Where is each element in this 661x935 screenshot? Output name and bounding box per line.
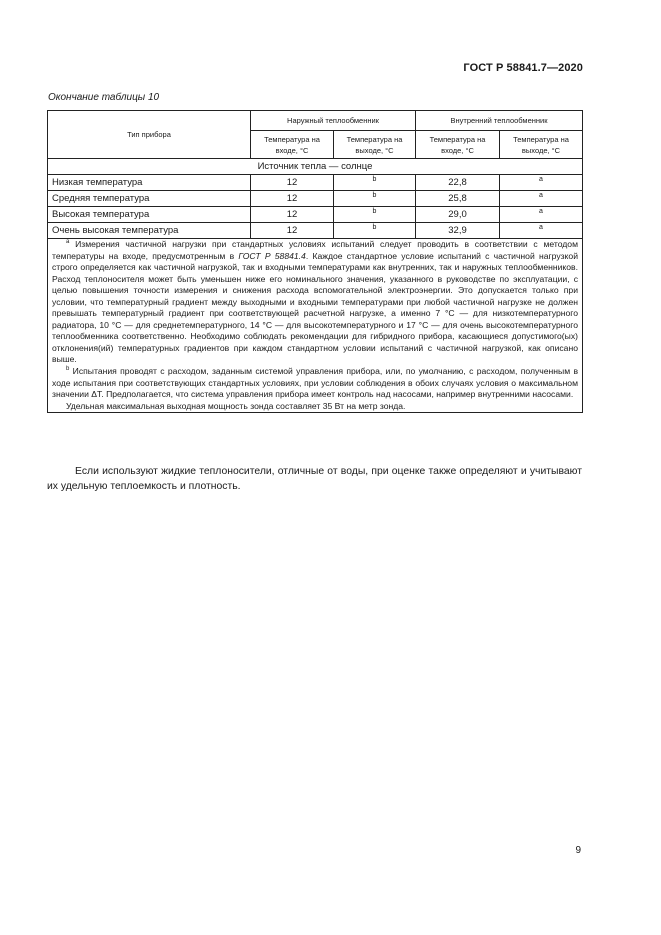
note-b-text: Испытания проводят с расходом, заданным системой управления прибора, или, по умолчанию, с расходом, полученным в ходе испытания при соответствующих стандартных условиях, при условии соблюдения в обоих случаях условия о максимальном значении ΔT. Предполагается, что система управления прибора имеет контроль над насосами, например внутренними насосами. (52, 366, 579, 400)
cell-outer-out (334, 175, 416, 191)
note-a-text-1: Измерения частичной нагрузки при стандартных условиях испытаний следует проводить в соответствии с методом температуры на входе, предусмотренным в (52, 239, 578, 261)
table-row (48, 191, 583, 207)
cell-inner-out (500, 191, 583, 207)
header-inner-exchanger: Внутренний теплообменник (416, 111, 583, 131)
body-paragraph: Если используют жидкие теплоносители, отличные от воды, при оценке также определяют и учитывают их удельную теплоемкость и плотность. (47, 466, 582, 492)
cell-outer-in: 12 (251, 191, 334, 207)
table-row (48, 223, 583, 239)
footnote-mark: b (372, 175, 377, 183)
footnote-mark: b (372, 191, 377, 199)
note-a-reference: ГОСТ Р 58841.4 (238, 250, 306, 261)
footnote-mark: a (539, 207, 543, 215)
footnote-mark: a (539, 191, 543, 199)
page-number: 9 (575, 845, 581, 856)
table-notes-row (48, 239, 583, 413)
cell-outer-out (334, 191, 416, 207)
header-device-type: Тип прибора (48, 111, 251, 159)
cell-outer-in: 12 (251, 223, 334, 239)
cell-inner-in: 25,8 (416, 191, 500, 207)
cell-type: Низкая температура (48, 175, 251, 191)
note-b-mark: b (66, 366, 70, 373)
header-inner-outlet: Температура на выходе, °С (500, 131, 583, 159)
section-title: Источник тепла — солнце (48, 159, 583, 175)
cell-inner-in: 22,8 (416, 175, 500, 191)
cell-inner-in: 29,0 (416, 207, 500, 223)
table-caption: Окончание таблицы 10 (48, 92, 160, 103)
note-b (52, 366, 578, 401)
data-table (47, 110, 583, 413)
note-a-mark: a (66, 239, 70, 246)
header-outer-outlet: Температура на выходе, °С (334, 131, 416, 159)
table-row (48, 207, 583, 223)
cell-inner-out (500, 223, 583, 239)
cell-type: Высокая температура (48, 207, 251, 223)
footnote-mark: b (372, 207, 377, 215)
header-outer-inlet: Температура на входе, °С (251, 131, 334, 159)
note-a-text-2: . Каждое стандартное условие испытаний с частичной нагрузкой строго определяется как частичной нагрузкой, так и входными температурами как внутренних, так и наружных теплообменников. Расход теплоносителя может быть уменьшен ниже его номинального значения, указанного в руководстве по эксплуатации, с целью повышения точности измерения и снижения расхода вспомогательной электроэнергии. Это допускается только при условии, что температурный градиент между выходными и входными температурами при любой частичной нагрузке не должен превышать температурный градиент при соответствующей расчетной нагрузке, а именно 7 °С — для низкотемпературного радиатора, 10 °С — для среднетемпературного, 14 °С — для высокотемпературного и 17 °С — для очень высокотемпературного теплообменника соответственно. Необходимо соблюдать рекомендации для гибридного прибора, касающиеся допустимого(ых) отклонения(ий) температурных градиентов при каждом стандартном условии испытаний с частичной нагрузкой, как описано выше. (52, 250, 578, 365)
cell-outer-out (334, 223, 416, 239)
cell-inner-out (500, 207, 583, 223)
footnote-mark: b (372, 223, 377, 231)
note-c (52, 401, 578, 413)
cell-type: Средняя температура (48, 191, 251, 207)
cell-outer-in: 12 (251, 175, 334, 191)
cell-type: Очень высокая температура (48, 223, 251, 239)
header-outer-exchanger: Наружный теплообменник (251, 111, 416, 131)
header-inner-inlet: Температура на входе, °С (416, 131, 500, 159)
cell-outer-out (334, 207, 416, 223)
cell-inner-in: 32,9 (416, 223, 500, 239)
table-row (48, 175, 583, 191)
note-a (52, 239, 578, 366)
cell-inner-out (500, 175, 583, 191)
note-c-text: Удельная максимальная выходная мощность зонда составляет 35 Вт на метр зонда. (66, 400, 406, 411)
cell-outer-in: 12 (251, 207, 334, 223)
footnote-mark: a (539, 175, 543, 183)
table-notes (48, 239, 583, 413)
document-code: ГОСТ Р 58841.7—2020 (463, 62, 583, 74)
footnote-mark: a (539, 223, 543, 231)
